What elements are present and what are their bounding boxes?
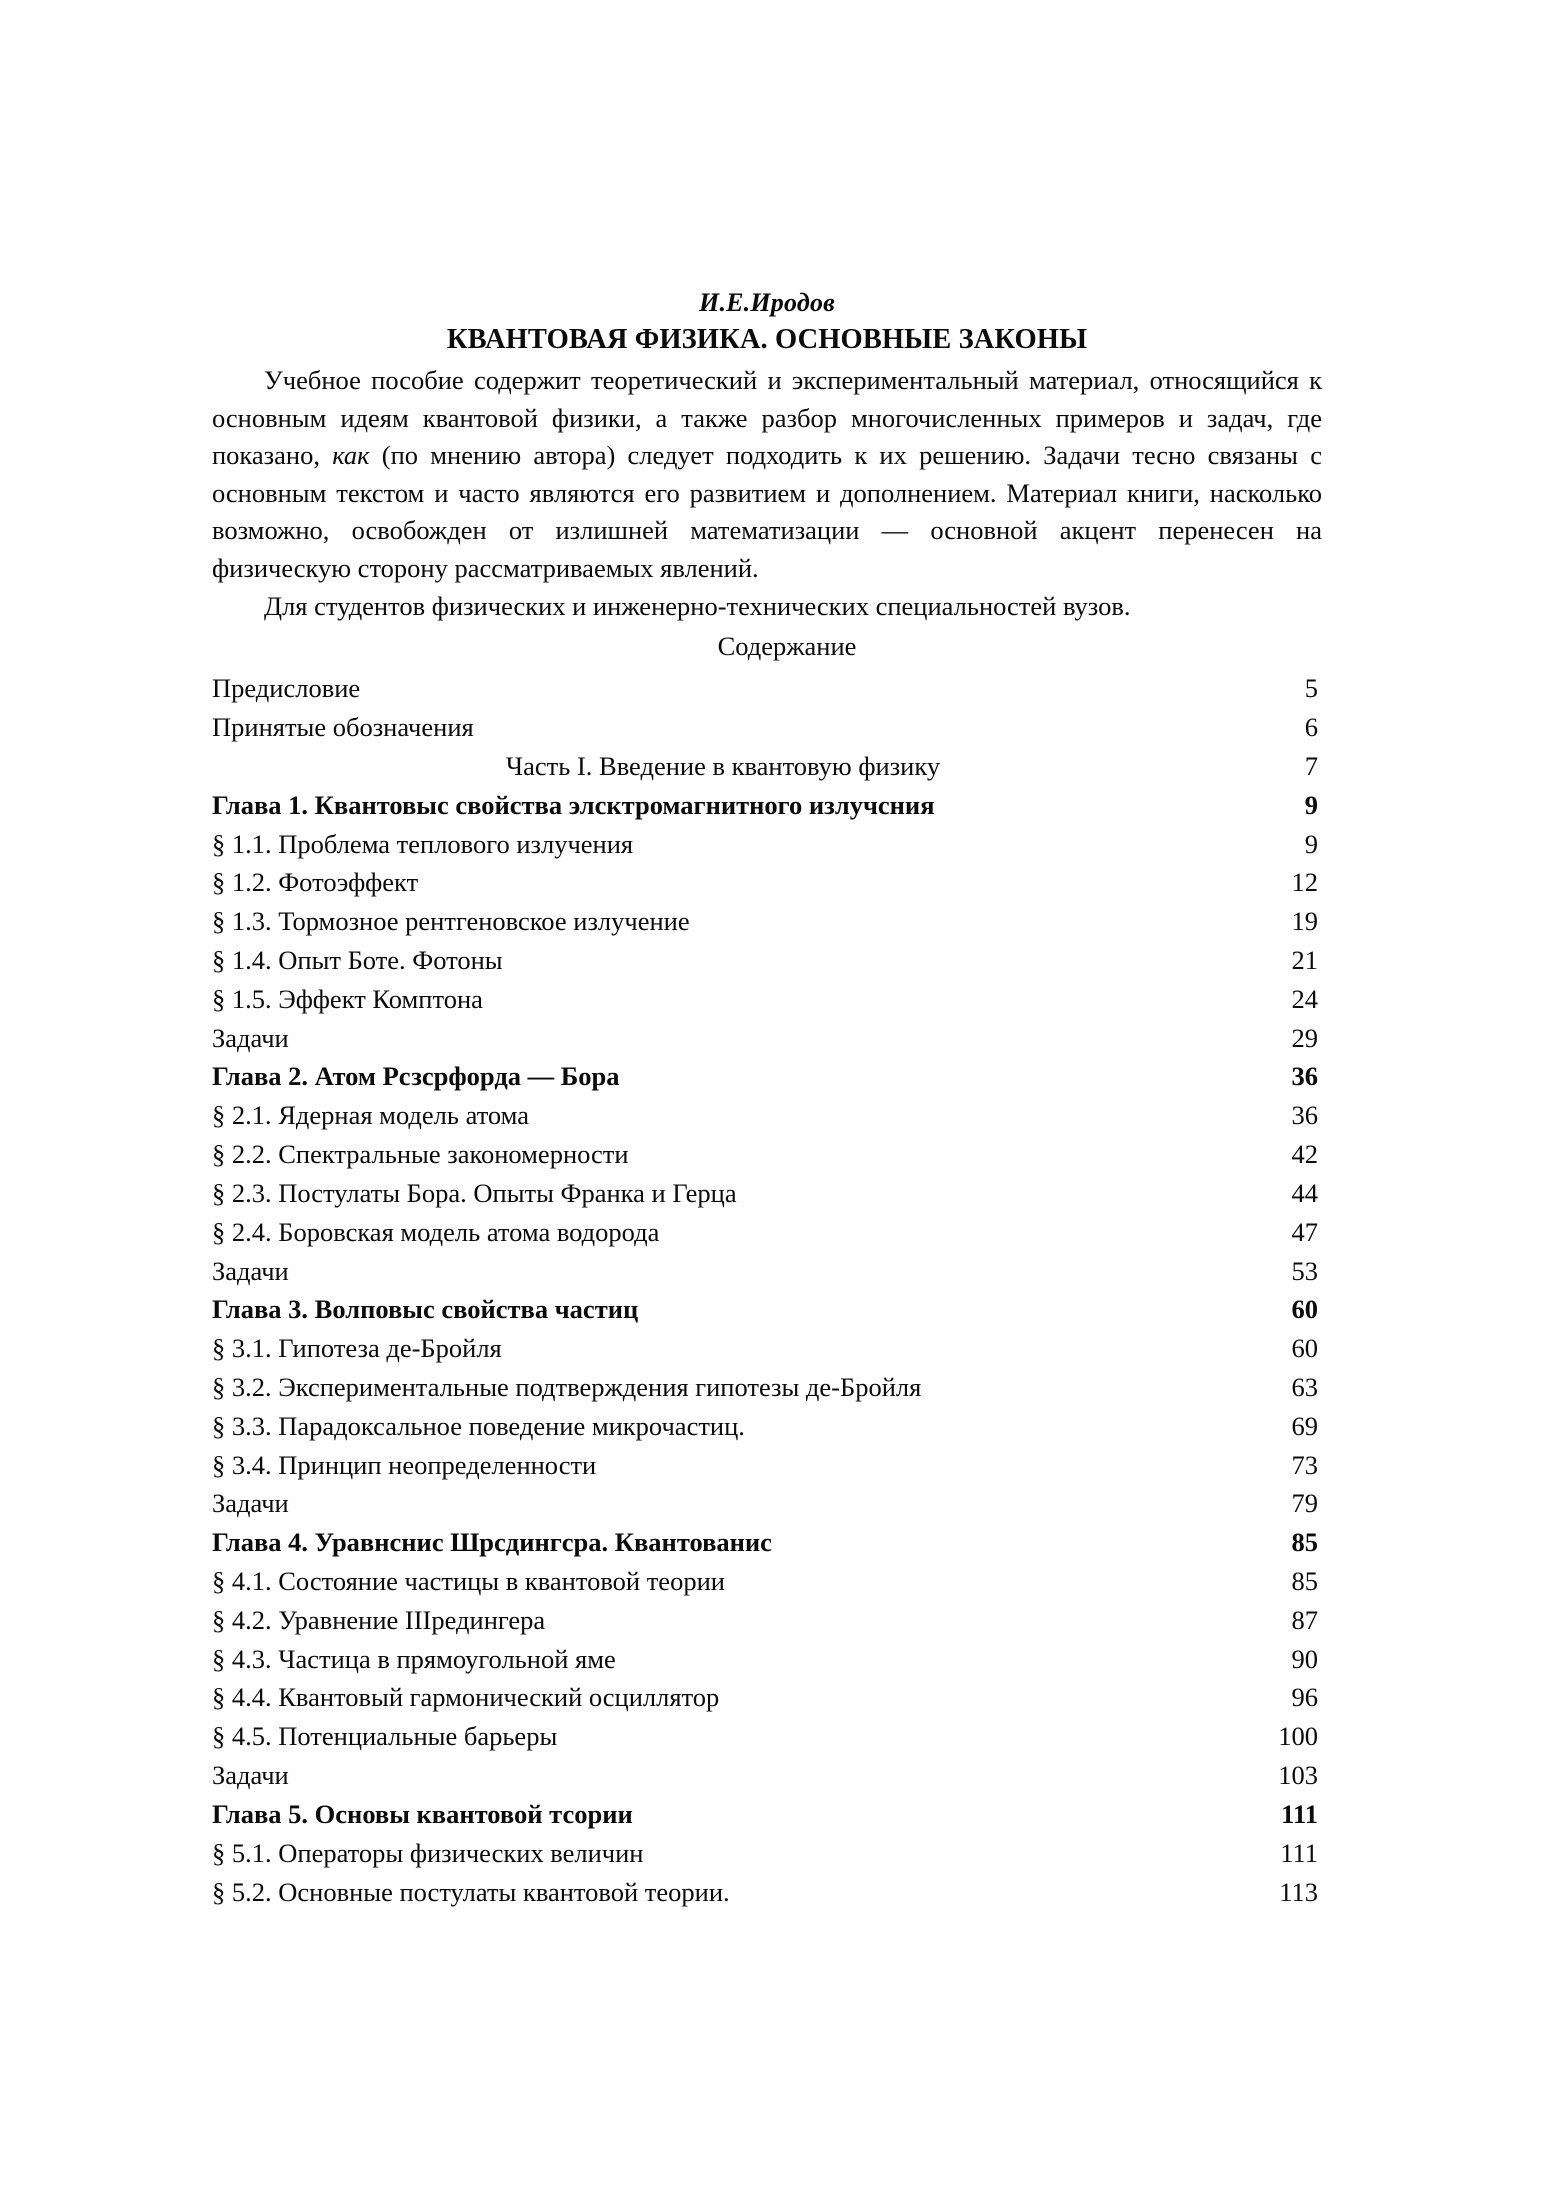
toc-entry[interactable] <box>212 1290 1322 1329</box>
toc-entry-label: § 3.4. Принцип неопределенности <box>212 1449 597 1480</box>
toc-entry-label: § 5.1. Операторы физических величин <box>212 1837 644 1868</box>
toc-entry-page-number: 44 <box>1291 1177 1318 1208</box>
toc-entry-label: § 5.2. Основные постулаты квантовой теории. <box>212 1876 730 1907</box>
toc-entry-label: Глава 5. Основы квантовой тсории <box>212 1798 633 1829</box>
toc-entry-label: Глава 2. Атом Рсзсрфорда — Бора <box>212 1061 620 1092</box>
toc-entry-page-number: 85 <box>1291 1566 1318 1596</box>
abstract-text-before-emphasis: Учебное пособие содержит теоретический и экспериментальный материал, относящийся к основным идеям квантовой физики, а также разбор многочисленных примеров и задач, где показано, <box>212 365 1322 471</box>
toc-entry-label: § 2.3. Постулаты Бора. Опыты Франка и Герца <box>212 1177 737 1208</box>
toc-entry-label: Задачи <box>212 1022 289 1053</box>
toc-entry-page-number: 12 <box>1291 867 1318 898</box>
toc-entry[interactable] <box>212 1484 1322 1523</box>
toc-entry[interactable] <box>212 1407 1322 1446</box>
toc-entry-page-number: 21 <box>1291 945 1318 975</box>
toc-entry-label: § 4.5. Потенциальные барьеры <box>212 1721 558 1752</box>
toc-entry-label: Задачи <box>212 1255 289 1286</box>
toc-entry[interactable] <box>212 1019 1322 1058</box>
toc-entry-page-number: 73 <box>1291 1449 1318 1480</box>
toc-entry-label: § 4.2. Уравнение IIIредингера <box>212 1604 546 1635</box>
toc-entry[interactable] <box>212 1329 1322 1368</box>
toc-entry[interactable] <box>212 863 1322 902</box>
toc-entry-label: § 2.4. Боровская модель атома водорода <box>212 1216 660 1247</box>
toc-entry-label: § 4.4. Квантовый гармонический осциллятор <box>212 1682 720 1713</box>
toc-entry-label: § 1.5. Эффект Комптона <box>212 983 483 1014</box>
contents-heading: Содержание <box>717 630 857 661</box>
toc-entry-label: Задачи <box>212 1488 289 1519</box>
toc-entry-page-number: 96 <box>1291 1682 1318 1713</box>
toc-entry[interactable] <box>212 980 1322 1019</box>
toc-entry[interactable] <box>212 1174 1322 1213</box>
audience-paragraph: Для студентов физических и инженерно-технических специальностей вузов. <box>264 591 1131 622</box>
toc-entry-label: § 4.3. Частица в прямоугольной яме <box>212 1643 616 1674</box>
toc-entry-page-number: 63 <box>1291 1371 1318 1402</box>
toc-entry-page-number: 111 <box>1281 1798 1318 1829</box>
toc-entry-page-number: 90 <box>1291 1643 1318 1674</box>
author-name: И.Е.Иродов <box>699 288 835 317</box>
table-of-contents <box>212 669 1322 1911</box>
toc-entry[interactable] <box>212 1135 1322 1174</box>
toc-entry-page-number: 100 <box>1278 1721 1318 1752</box>
toc-entry[interactable] <box>212 1756 1322 1795</box>
toc-entry-label: Принятые обозначения <box>212 712 474 743</box>
toc-entry[interactable] <box>212 1601 1322 1640</box>
toc-entry-label: Задачи <box>212 1760 289 1791</box>
abstract-paragraph <box>212 362 1322 587</box>
toc-entry[interactable] <box>212 1523 1322 1562</box>
toc-entry-page-number: 24 <box>1291 983 1318 1014</box>
toc-entry-page-number: 7 <box>1304 750 1318 781</box>
toc-entry-label: Часть I. Введение в квантовую физику <box>505 750 941 781</box>
abstract-emphasized-word: как <box>332 440 370 471</box>
toc-entry[interactable] <box>212 1678 1322 1717</box>
toc-entry-label: § 2.2. Спектральные закономерности <box>212 1139 629 1170</box>
book-title: КВАНТОВАЯ ФИЗИКА. ОСНОВНЫЕ ЗАКОНЫ <box>446 323 1088 355</box>
toc-entry[interactable] <box>212 747 1322 786</box>
toc-entry[interactable] <box>212 708 1322 747</box>
toc-entry-label: § 3.3. Парадоксальное поведение микрочастиц. <box>212 1410 745 1441</box>
toc-entry[interactable] <box>212 1213 1322 1252</box>
toc-entry-label: Глава 4. Уравнснис Шрсдингсра. Квантованис <box>212 1527 772 1558</box>
toc-entry-page-number: 53 <box>1291 1255 1318 1286</box>
toc-entry[interactable] <box>212 669 1322 708</box>
toc-entry[interactable] <box>212 1834 1322 1873</box>
toc-entry-page-number: 19 <box>1291 906 1318 937</box>
toc-entry[interactable] <box>212 1368 1322 1407</box>
page-content <box>212 288 1322 1911</box>
toc-entry-label: § 1.2. Фотоэффект <box>212 867 419 898</box>
toc-entry[interactable] <box>212 825 1322 864</box>
toc-entry-label: § 2.1. Ядерная модель атома <box>212 1100 530 1131</box>
toc-entry-page-number: 60 <box>1291 1294 1318 1325</box>
toc-entry-page-number: 36 <box>1291 1061 1318 1092</box>
toc-entry-page-number: 79 <box>1291 1488 1318 1519</box>
toc-entry-page-number: 6 <box>1304 712 1318 743</box>
toc-entry[interactable] <box>212 1252 1322 1291</box>
toc-entry[interactable] <box>212 1717 1322 1756</box>
toc-entry[interactable] <box>212 1057 1322 1096</box>
toc-entry-page-number: 5 <box>1304 673 1318 704</box>
toc-entry-page-number: 103 <box>1278 1760 1318 1791</box>
toc-entry-page-number: 9 <box>1304 789 1318 820</box>
toc-entry-label: Глава 1. Квантовыс свойства элсктромагнитного излучсния <box>212 789 935 820</box>
toc-entry-label: § 1.4. Опыт Боте. Фотоны <box>212 945 503 975</box>
toc-entry[interactable] <box>212 786 1322 825</box>
toc-entry-page-number: 47 <box>1291 1216 1318 1247</box>
toc-entry-page-number: 29 <box>1291 1022 1318 1053</box>
toc-entry[interactable] <box>212 1096 1322 1135</box>
toc-entry-label: Предисловие <box>212 673 361 704</box>
toc-entry[interactable] <box>212 1640 1322 1679</box>
toc-entry[interactable] <box>212 1562 1322 1601</box>
abstract-text-after-emphasis: (по мнению автора) следует подходить к их решению. Задачи тесно связаны с основным текстом и часто являются его развитием и дополнением. Материал книги, насколько возможно, освобожден от излишней математизации — основной акцент перенесен на физическую сторону рассматриваемых явлений. <box>212 440 1322 583</box>
toc-entry[interactable] <box>212 1795 1322 1834</box>
toc-entry-page-number: 69 <box>1291 1410 1318 1441</box>
toc-entry[interactable] <box>212 902 1322 941</box>
toc-entry-label: § 1.3. Тормозное рентгеновское излучение <box>212 906 690 937</box>
toc-entry-label: § 4.1. Состояние частицы в квантовой теории <box>212 1566 725 1596</box>
toc-entry-label: Глава 3. Волповыс свойства частиц <box>212 1294 639 1325</box>
toc-entry-page-number: 36 <box>1291 1100 1318 1131</box>
toc-entry-label: § 1.1. Проблема теплового излучения <box>212 828 634 859</box>
toc-entry-label: § 3.1. Гипотеза де-Бройля <box>212 1333 502 1364</box>
toc-entry-page-number: 42 <box>1291 1139 1318 1170</box>
toc-entry-label: § 3.2. Экспериментальные подтверждения гипотезы де-Бройля <box>212 1371 922 1402</box>
toc-entry-page-number: 113 <box>1279 1876 1318 1907</box>
toc-entry-page-number: 85 <box>1291 1527 1318 1558</box>
toc-entry-page-number: 60 <box>1291 1333 1318 1364</box>
toc-entry-page-number: 111 <box>1280 1837 1318 1868</box>
toc-entry[interactable] <box>212 1446 1322 1485</box>
toc-entry-page-number: 87 <box>1291 1604 1318 1635</box>
toc-entry[interactable] <box>212 941 1322 980</box>
toc-entry[interactable] <box>212 1873 1322 1912</box>
toc-entry-page-number: 9 <box>1304 828 1318 859</box>
